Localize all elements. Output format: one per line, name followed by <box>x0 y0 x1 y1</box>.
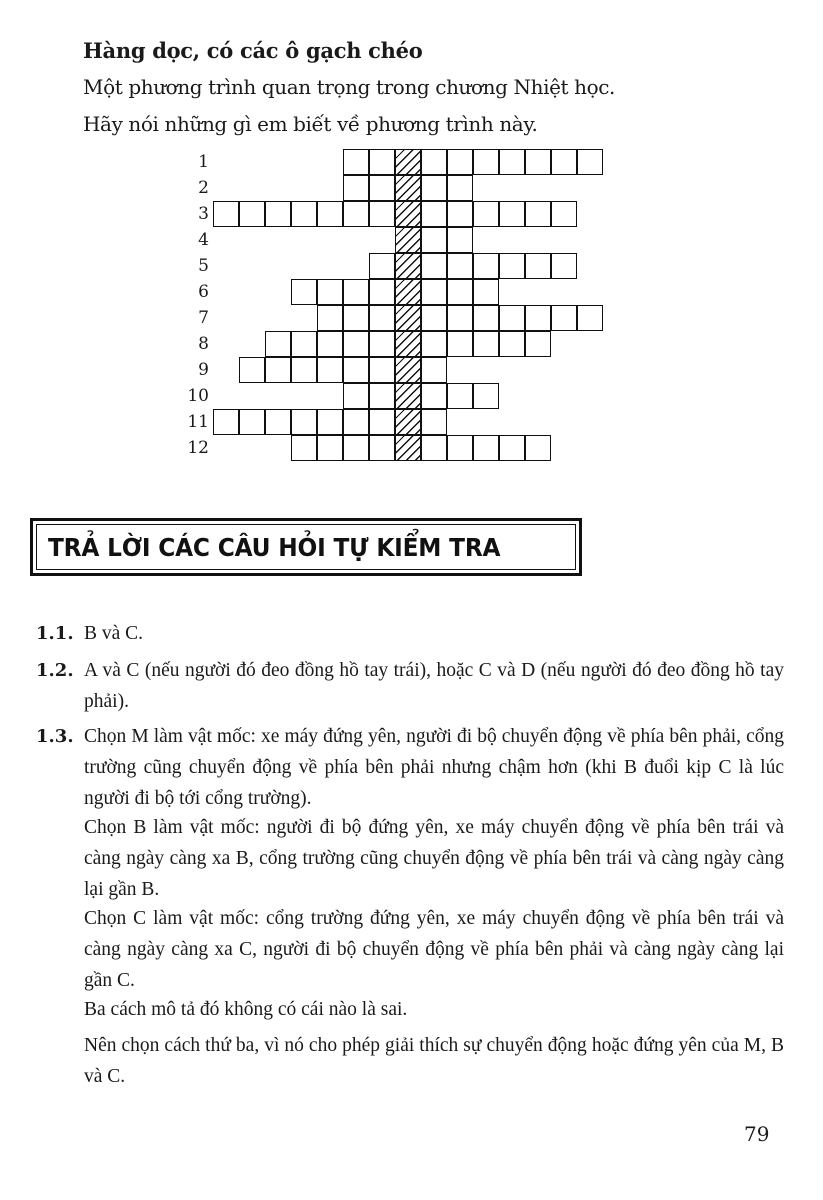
crossword-cell <box>369 175 395 201</box>
crossword-cell <box>577 305 603 331</box>
crossword-cell <box>499 305 525 331</box>
puzzle-line-1: Một phương trình quan trọng trong chương Nhiệt học. <box>83 75 616 99</box>
crossword-cell <box>473 149 499 175</box>
crossword-cell <box>369 149 395 175</box>
crossword-cell <box>369 331 395 357</box>
crossword-cell <box>317 201 343 227</box>
section-title-box <box>30 518 582 576</box>
crossword-cell <box>317 357 343 383</box>
crossword-cell <box>525 331 551 357</box>
crossword-cell <box>551 305 577 331</box>
answer-text: A và C (nếu người đó đeo đồng hồ tay trái), hoặc C và D (nếu người đó đeo đồng hồ tay phải). <box>84 660 784 712</box>
crossword-cell <box>265 357 291 383</box>
crossword-cell <box>525 253 551 279</box>
row-number: 2 <box>198 178 209 198</box>
crossword-cell <box>421 279 447 305</box>
crossword-cell <box>317 409 343 435</box>
crossword-cell <box>499 201 525 227</box>
crossword-cell <box>447 253 473 279</box>
crossword-cell <box>499 253 525 279</box>
answer-number: 1.3. <box>36 726 74 747</box>
crossword-cell <box>473 305 499 331</box>
row-number: 5 <box>198 256 209 276</box>
crossword-cell <box>343 149 369 175</box>
crossword-grid <box>0 0 823 480</box>
hatched-cell <box>395 331 421 357</box>
crossword-cell <box>239 201 265 227</box>
crossword-cell <box>421 383 447 409</box>
crossword-cell <box>473 435 499 461</box>
page-number: 79 <box>744 1122 770 1146</box>
crossword-cell <box>239 357 265 383</box>
crossword-cell <box>447 279 473 305</box>
section-title-inner-frame <box>36 524 576 570</box>
crossword-cell <box>551 253 577 279</box>
paragraph-choose-c: Chọn C làm vật mốc: cổng trường đứng yên, xe máy chuyển động về phía bên trái và càng ngày càng xa C, người đi bộ chuyển động về phía bên phải và càng ngày càng lại gần C. <box>84 908 784 991</box>
crossword-cell <box>213 201 239 227</box>
crossword-cell <box>343 435 369 461</box>
crossword-cell <box>343 175 369 201</box>
crossword-cell <box>317 279 343 305</box>
crossword-cell <box>473 383 499 409</box>
crossword-cell <box>421 435 447 461</box>
crossword-cell <box>447 227 473 253</box>
crossword-cell <box>525 435 551 461</box>
crossword-cell <box>213 409 239 435</box>
row-number: 1 <box>198 152 209 172</box>
paragraph-choose-b: Chọn B làm vật mốc: người đi bộ đứng yên, xe máy chuyển động về phía bên trái và càng ngày càng xa B, cổng trường cũng chuyển động về phía bên trái và càng ngày càng lại gần B. <box>84 817 784 900</box>
crossword-cell <box>369 357 395 383</box>
row-number: 4 <box>198 230 209 250</box>
crossword-cell <box>343 201 369 227</box>
crossword-cell <box>369 253 395 279</box>
row-number: 3 <box>198 204 209 224</box>
crossword-cell <box>447 383 473 409</box>
crossword-cell <box>525 149 551 175</box>
row-number: 9 <box>198 360 209 380</box>
crossword-cell <box>317 435 343 461</box>
puzzle-heading: Hàng dọc, có các ô gạch chéo <box>83 38 423 63</box>
crossword-cell <box>447 149 473 175</box>
answer-text: Chọn M làm vật mốc: xe máy đứng yên, người đi bộ chuyển động về phía bên phải, cổng trường cũng chuyển động về phía bên phải nhưng chậm hơn (khi B đuổi kịp C là lúc người đi bộ tới cổng trường). <box>84 726 784 809</box>
crossword-cell <box>265 331 291 357</box>
crossword-cell <box>369 279 395 305</box>
crossword-cell <box>421 201 447 227</box>
crossword-cell <box>577 149 603 175</box>
crossword-cell <box>473 279 499 305</box>
crossword-cell <box>239 409 265 435</box>
crossword-cell <box>343 383 369 409</box>
crossword-cell <box>499 149 525 175</box>
answer-item <box>36 721 796 814</box>
crossword-cell <box>473 331 499 357</box>
crossword-cell <box>369 201 395 227</box>
answer-number: 1.2. <box>36 660 74 681</box>
answer-item <box>36 655 796 717</box>
hatched-cell <box>395 305 421 331</box>
crossword-cell <box>525 201 551 227</box>
crossword-cell <box>551 201 577 227</box>
crossword-cell <box>291 331 317 357</box>
hatched-cell <box>395 357 421 383</box>
crossword-cell <box>369 409 395 435</box>
crossword-cell <box>473 201 499 227</box>
crossword-cell <box>447 201 473 227</box>
crossword-cell <box>421 409 447 435</box>
crossword-cell <box>291 357 317 383</box>
paragraph-conclusion: Ba cách mô tả đó không có cái nào là sai. <box>84 999 408 1020</box>
crossword-cell <box>291 409 317 435</box>
hatched-cell <box>395 149 421 175</box>
row-number: 7 <box>198 308 209 328</box>
answer-item <box>36 618 796 649</box>
hatched-cell <box>395 175 421 201</box>
crossword-cell <box>291 435 317 461</box>
crossword-cell <box>421 305 447 331</box>
crossword-cell <box>317 305 343 331</box>
crossword-cell <box>421 253 447 279</box>
answer-text: B và C. <box>84 623 144 644</box>
crossword-cell <box>421 175 447 201</box>
hatched-cell <box>395 201 421 227</box>
crossword-cell <box>551 149 577 175</box>
crossword-cell <box>291 201 317 227</box>
answer-number: 1.1. <box>36 623 74 644</box>
crossword-cell <box>499 331 525 357</box>
crossword-cell <box>473 253 499 279</box>
row-number: 11 <box>187 412 209 432</box>
crossword-cell <box>343 357 369 383</box>
crossword-cell <box>421 227 447 253</box>
crossword-cell <box>447 175 473 201</box>
crossword-cell <box>499 435 525 461</box>
paragraph-recommendation: Nên chọn cách thứ ba, vì nó cho phép giải thích sự chuyển động hoặc đứng yên của M, B và C. <box>84 1035 784 1087</box>
crossword-cell <box>369 383 395 409</box>
hatched-cell <box>395 227 421 253</box>
crossword-cell <box>291 279 317 305</box>
crossword-cell <box>447 305 473 331</box>
crossword-cell <box>447 435 473 461</box>
crossword-cell <box>343 305 369 331</box>
crossword-cell <box>317 331 343 357</box>
row-number: 8 <box>198 334 209 354</box>
row-number: 6 <box>198 282 209 302</box>
crossword-cell <box>421 331 447 357</box>
section-title: TRẢ LỜI CÁC CÂU HỎI TỰ KIỂM TRA <box>48 532 501 562</box>
crossword-cell <box>265 201 291 227</box>
row-number: 12 <box>187 438 209 458</box>
crossword-cell <box>343 279 369 305</box>
crossword-cell <box>265 409 291 435</box>
hatched-cell <box>395 383 421 409</box>
crossword-cell <box>369 305 395 331</box>
crossword-cell <box>421 357 447 383</box>
hatched-cell <box>395 253 421 279</box>
crossword-cell <box>421 149 447 175</box>
crossword-cell <box>447 331 473 357</box>
crossword-cell <box>525 305 551 331</box>
crossword-cell <box>343 331 369 357</box>
puzzle-line-2: Hãy nói những gì em biết về phương trình này. <box>83 112 538 136</box>
hatched-cell <box>395 435 421 461</box>
hatched-cell <box>395 409 421 435</box>
crossword-cell <box>343 409 369 435</box>
row-number: 10 <box>187 386 209 406</box>
crossword-cell <box>369 435 395 461</box>
hatched-cell <box>395 279 421 305</box>
